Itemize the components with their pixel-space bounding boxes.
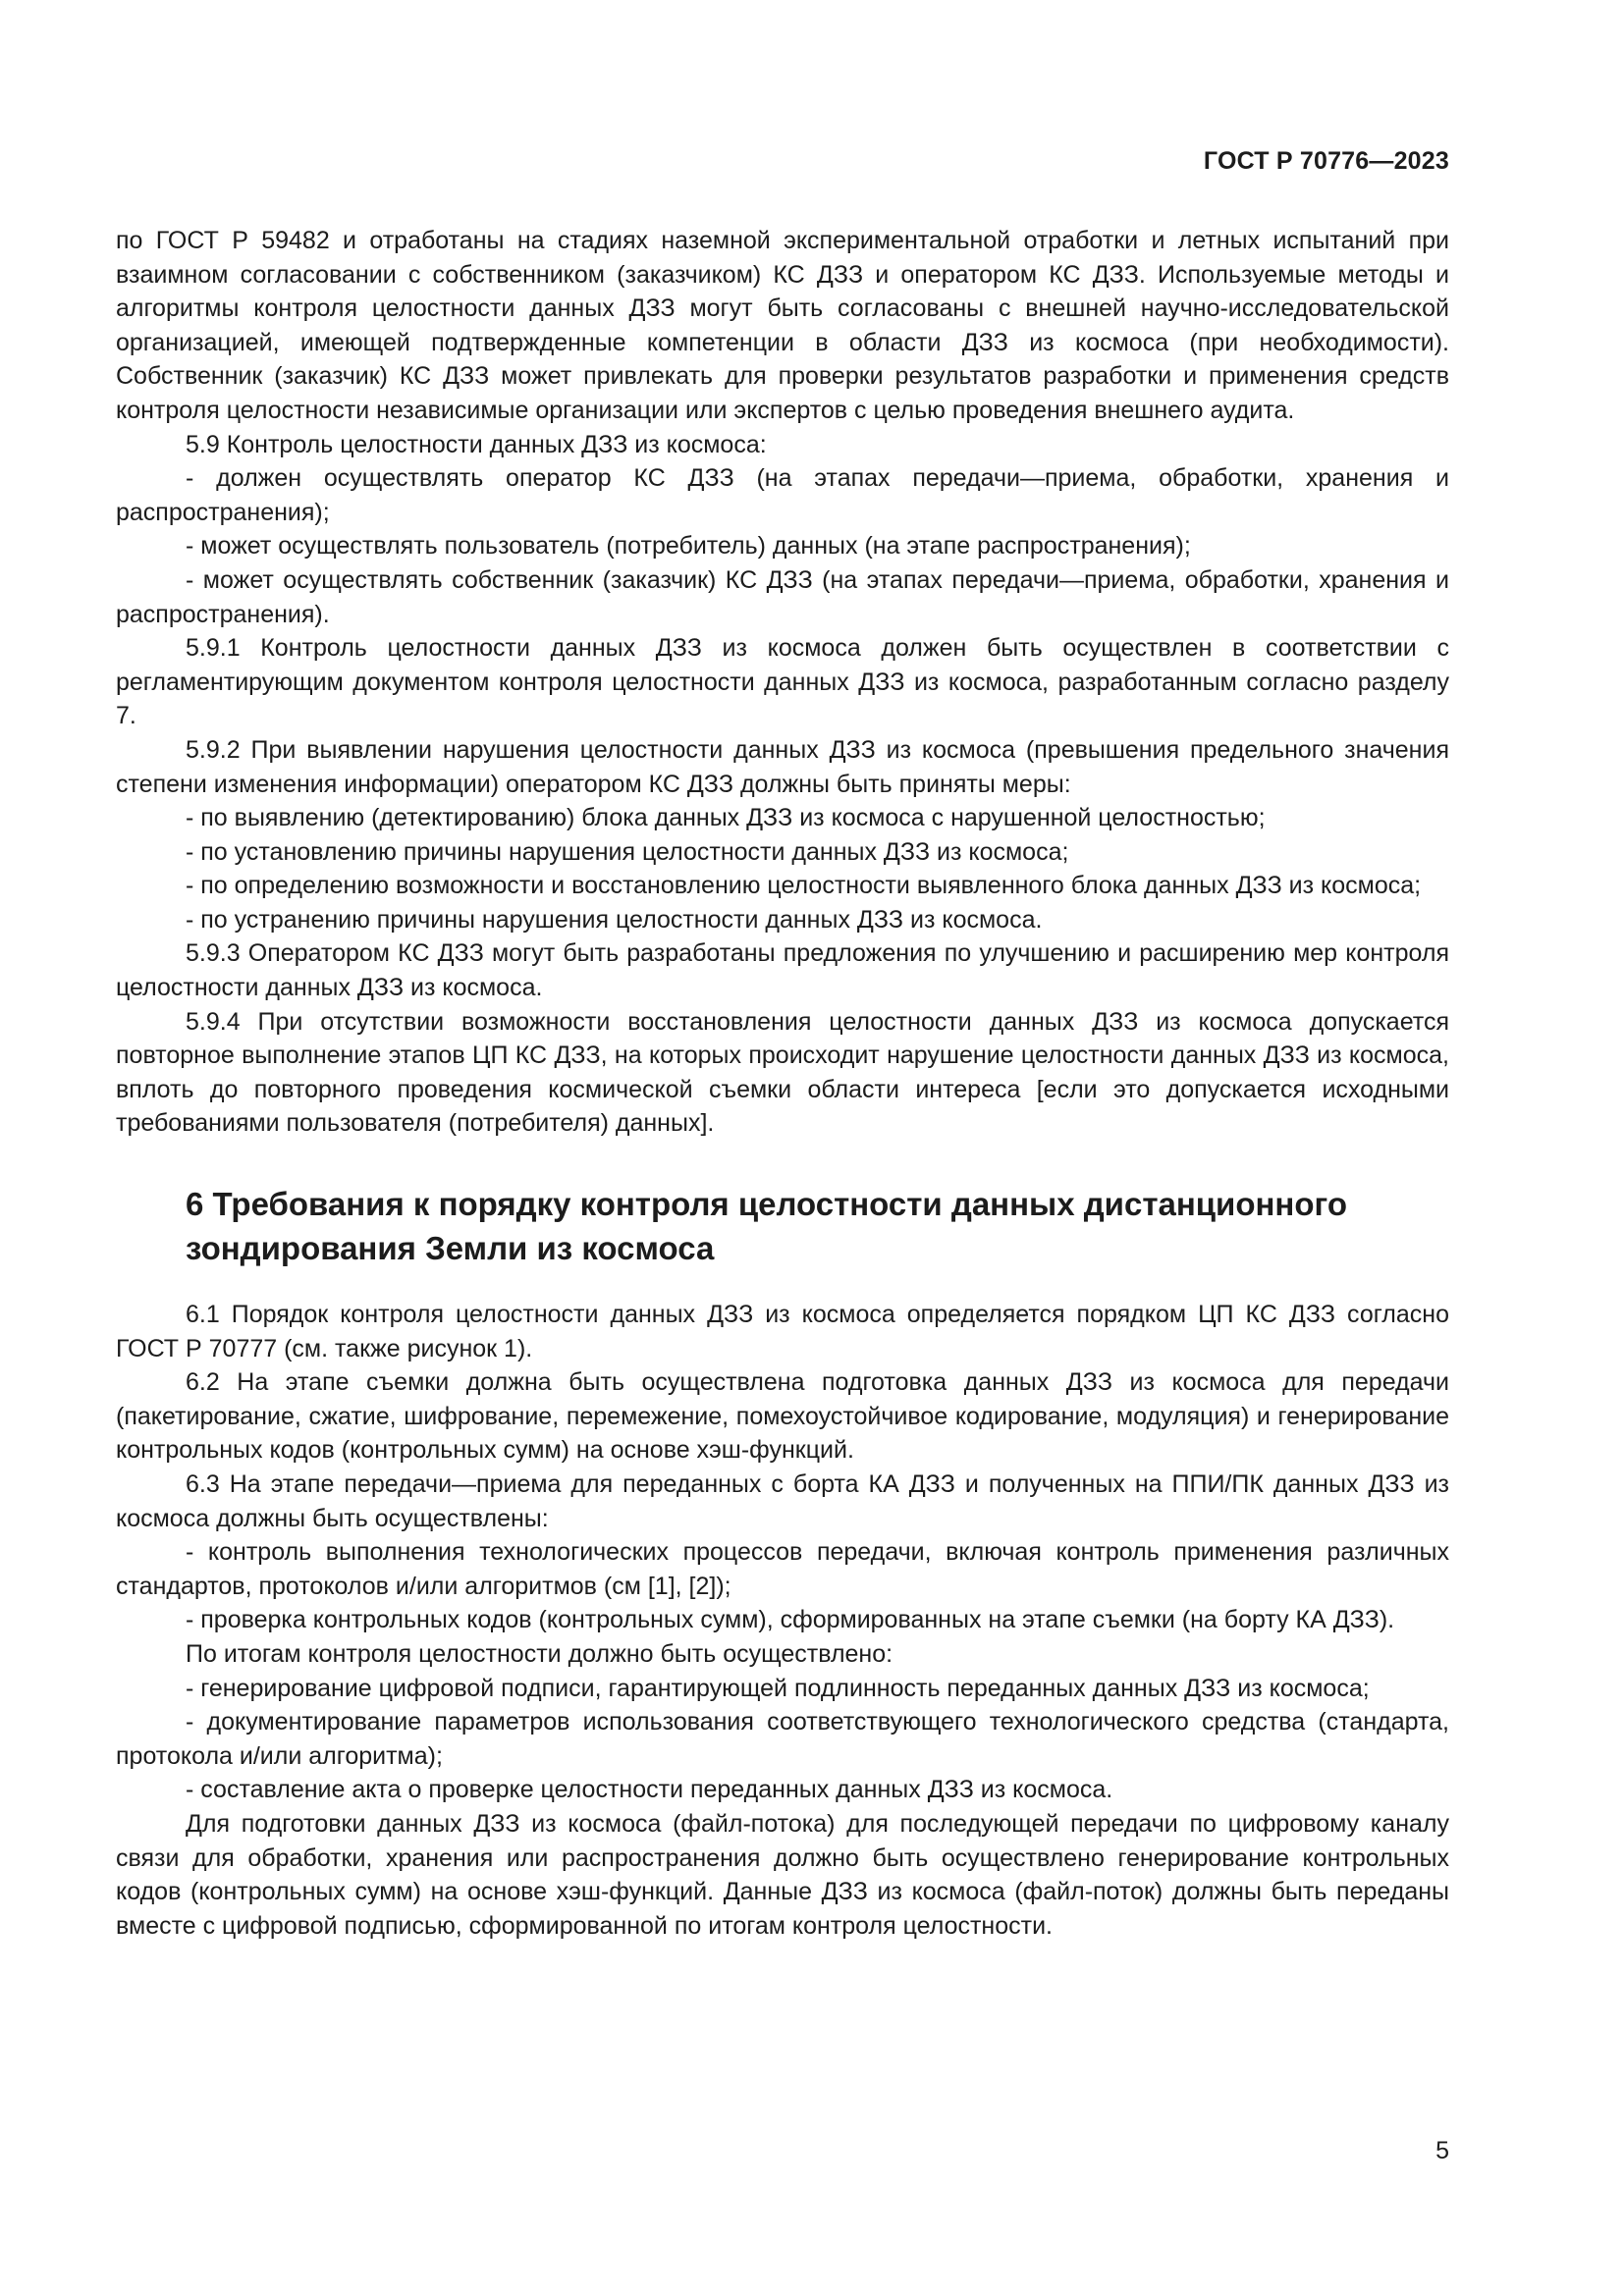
clause-5-9-2-intro: 5.9.2 При выявлении нарушения целостности данных ДЗЗ из космоса (превышения предельного значения степени изменения информации) оператором КС ДЗЗ должны быть приняты меры: [116, 735, 1449, 798]
page-number: 5 [1435, 2137, 1449, 2164]
clause-6-2: 6.2 На этапе съемки должна быть осуществлена подготовка данных ДЗЗ из космоса для передачи (пакетирование, сжатие, шифрование, перемежение, помехоустойчивое кодирование, модуляция) и генерирование контрольных кодов (контрольных сумм) на основе хэш-функций. [116, 1368, 1449, 1465]
clause-6-3-result-item: - составление акта о проверке целостности переданных данных ДЗЗ из космоса. [186, 1776, 1113, 1804]
continuation-paragraph: по ГОСТ Р 59482 и отработаны на стадиях наземной экспериментальной отработки и летных испытаний при взаимном согласовании с собственником (заказчиком) КС ДЗЗ и оператором КС ДЗЗ. Используемые методы и алгоритмы контроля целостности данных ДЗЗ могут быть согласованы с внешней научно-исследовательской организацией, имеющей подтвержденные компетенции в области ДЗЗ из космоса (при необходимости). Собственник (заказчик) КС ДЗЗ может привлекать для проверки результатов разработки и применения средств контроля целостности независимые организации или экспертов с целью проведения внешнего аудита. [116, 227, 1449, 424]
clause-6-3-item: - проверка контрольных кодов (контрольных сумм), сформированных на этапе съемки (на борту КА ДЗЗ). [186, 1606, 1395, 1634]
clause-6-3-result-item: - документирование параметров использования соответствующего технологического средства (стандарта, протокола и/или алгоритма); [116, 1708, 1449, 1770]
clause-6-3-result-item: - генерирование цифровой подписи, гарантирующей подлинность переданных данных ДЗЗ из космоса; [186, 1674, 1370, 1702]
clause-6-3-closing: Для подготовки данных ДЗЗ из космоса (файл-потока) для последующей передачи по цифровому каналу связи для обработки, хранения или распространения должно быть осуществлено генерирование контрольных кодов (контрольных сумм) на основе хэш-функций. Данные ДЗЗ из космоса (файл-поток) должны быть переданы вместе с цифровой подписью, сформированной по итогам контроля целостности. [116, 1809, 1449, 1940]
clause-6-3-item: - контроль выполнения технологических процессов передачи, включая контроль применения различных стандартов, протоколов и/или алгоритмов (см [1], [2]); [116, 1538, 1449, 1600]
clause-6-3-results-intro: По итогам контроля целостности должно быть осуществлено: [186, 1639, 893, 1668]
document-code-header: ГОСТ Р 70776—2023 [1203, 147, 1449, 175]
clause-6-3-intro: 6.3 На этапе передачи—приема для переданных с борта КА ДЗЗ и полученных на ППИ/ПК данных ДЗЗ из космоса должны быть осуществлены: [116, 1470, 1449, 1532]
clause-5-9-1: 5.9.1 Контроль целостности данных ДЗЗ из космоса должен быть осуществлен в соответствии с регламентирующим документом контроля целостности данных ДЗЗ из космоса, разработанным согласно разделу 7. [116, 634, 1449, 730]
clause-5-9-4: 5.9.4 При отсутствии возможности восстановления целостности данных ДЗЗ из космоса допускается повторное выполнение этапов ЦП КС ДЗЗ, на которых происходит нарушение целостности данных ДЗЗ из космоса, вплоть до повторного проведения космической съемки области интереса [если это допускается исходными требованиями пользователя (потребителя) данных]. [116, 1007, 1449, 1138]
clause-5-9-item: - может осуществлять пользователь (потребитель) данных (на этапе распространения); [186, 532, 1191, 561]
clause-5-9-item: - должен осуществлять оператор КС ДЗЗ (на этапах передачи—приема, обработки, хранения и распространения); [116, 464, 1449, 526]
clause-5-9-item: - может осуществлять собственник (заказчик) КС ДЗЗ (на этапах передачи—приема, обработки, хранения и распространения). [116, 565, 1449, 628]
page-body [116, 224, 1449, 1943]
clause-5-9-intro: 5.9 Контроль целостности данных ДЗЗ из космоса: [186, 430, 767, 458]
clause-5-9-3: 5.9.3 Оператором КС ДЗЗ могут быть разработаны предложения по улучшению и расширению мер контроля целостности данных ДЗЗ из космоса. [116, 939, 1449, 1002]
clause-6-1: 6.1 Порядок контроля целостности данных ДЗЗ из космоса определяется порядком ЦП КС ДЗЗ согласно ГОСТ Р 70777 (см. также рисунок 1). [116, 1301, 1449, 1362]
clause-5-9-2-item: - по установлению причины нарушения целостности данных ДЗЗ из космоса; [186, 837, 1069, 866]
section-6-heading [116, 1182, 1449, 1270]
clause-5-9-2-item: - по устранению причины нарушения целостности данных ДЗЗ из космоса. [186, 905, 1043, 934]
section-6-heading-line-2: зондирования Земли из космоса [186, 1230, 715, 1267]
clause-5-9-2-item: - по определению возможности и восстановлению целостности выявленного блока данных ДЗЗ из космоса; [186, 872, 1422, 900]
section-6-heading-line-1: 6 Требования к порядку контроля целостности данных дистанционного [186, 1186, 1347, 1223]
clause-5-9-2-item: - по выявлению (детектированию) блока данных ДЗЗ из космоса с нарушенной целостностью; [186, 804, 1266, 832]
